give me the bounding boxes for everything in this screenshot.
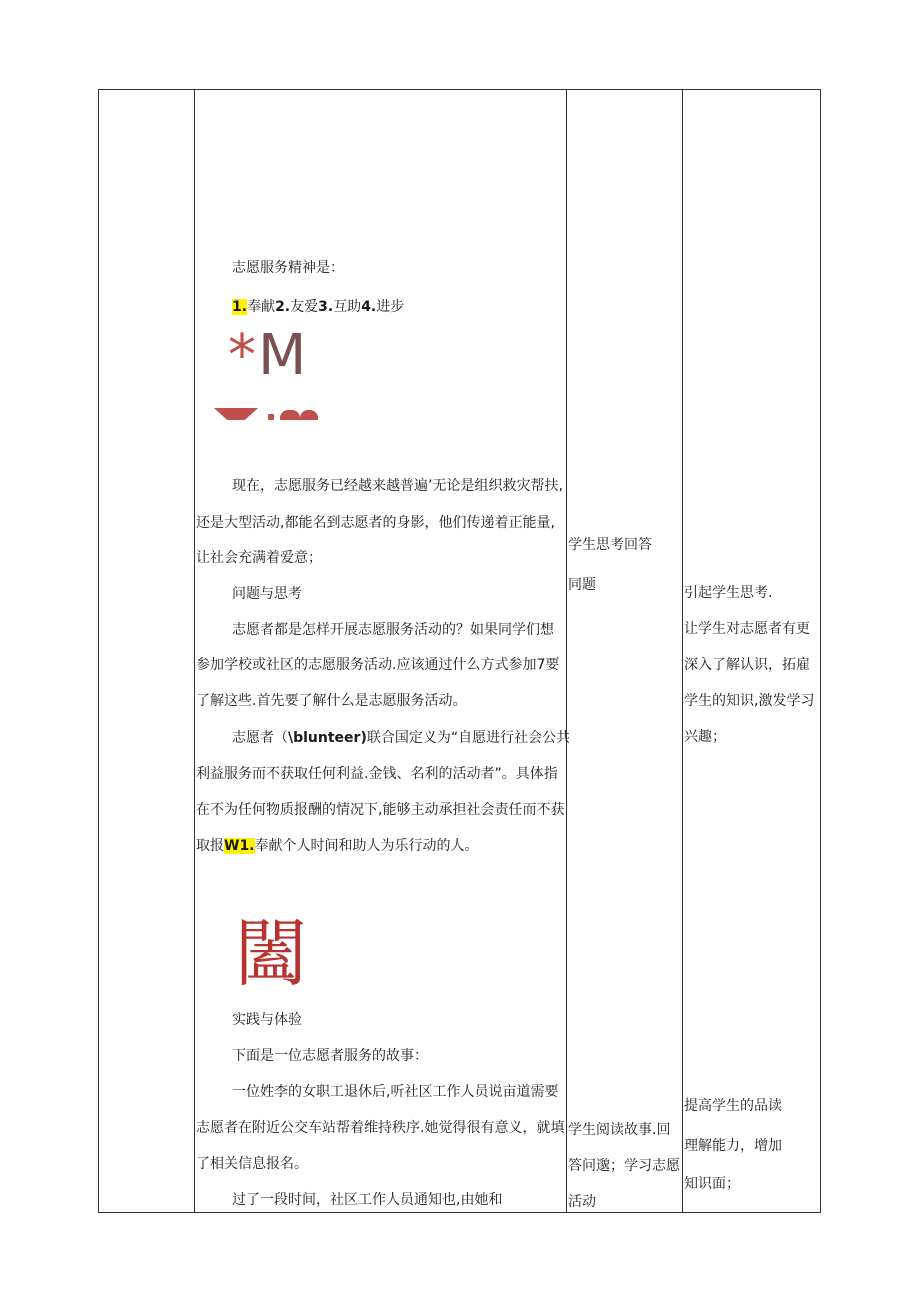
paragraph-1-line-1: 现在，志愿服务已经越来越普遍’无论是组织救灾帮扶, xyxy=(232,478,563,494)
definition-text: 志愿者（ xyxy=(232,730,288,746)
student-activity-2-line-3: 活动 xyxy=(568,1194,596,1210)
column-divider-2 xyxy=(566,89,567,1213)
definition-text: 联合国定义为“自愿进行社会公共 xyxy=(366,730,571,746)
design-intent-1-line-2: 让学生对志愿者有更 xyxy=(684,621,810,637)
paragraph-2-line-2: 参加学校或社区的志愿服务活动.应该通过什么方式参加7要 xyxy=(196,657,560,673)
paragraph-5-line-2: 志愿者在附近公交车站帮着维持秩序.她觉得很有意义，就填 xyxy=(196,1120,565,1136)
student-activity-2-line-1: 学生阅读故事.回 xyxy=(568,1122,671,1138)
design-intent-1-line-1: 引起学生思考. xyxy=(684,585,773,601)
spirit-item-number: 4. xyxy=(361,299,377,315)
spirit-item-text: 奉献 xyxy=(247,299,276,315)
image-fragment-logo-text xyxy=(228,323,309,388)
volunteer-term: \blunteer) xyxy=(288,730,367,746)
table-left-border xyxy=(98,89,99,1213)
image-fragment-cropped xyxy=(212,404,322,420)
design-intent-1-line-4: 学生的知识,激发学习 xyxy=(684,693,815,709)
student-activity-2-line-2: 答问邈；学习志愿 xyxy=(568,1158,680,1174)
design-intent-2-line-2: 理解能力，增加 xyxy=(684,1138,782,1154)
paragraph-3-line-1 xyxy=(232,729,570,747)
spirit-item-number: 1. xyxy=(232,299,248,315)
paragraph-6: 过了一段时间，社区工作人员通知也,由她和 xyxy=(232,1192,503,1208)
spirit-heading: 志愿服务精神是： xyxy=(232,260,344,276)
paragraph-3-line-3: 在不为任何物质报酬的情况下,能够主动承担社会责任而不获 xyxy=(196,802,565,818)
asterisk-glyph: * xyxy=(228,323,258,388)
practice-heading: 实践与体验 xyxy=(232,1012,302,1028)
spirit-item-number: 3. xyxy=(318,299,334,315)
spirit-item-text: 友爱 xyxy=(290,299,319,315)
design-intent-1-line-3: 深入了解认识，拓雇 xyxy=(684,657,810,673)
student-activity-1-line-2: 同题 xyxy=(568,577,596,593)
definition-text: 奉献个人时间和助人为乐行动的人。 xyxy=(254,838,479,854)
image-fragment-character: 闔 xyxy=(234,911,308,997)
column-divider-3 xyxy=(682,89,683,1213)
table-top-border xyxy=(98,89,821,90)
student-activity-1-line-1: 学生思考回答 xyxy=(568,537,652,553)
paragraph-5-line-3: 了相关信息报名。 xyxy=(196,1156,308,1172)
question-heading: 问题与思考 xyxy=(232,586,302,602)
paragraph-4: 下面是一位志愿者服务的故事： xyxy=(232,1048,428,1064)
design-intent-1-line-5: 兴趣； xyxy=(684,729,726,745)
highlighted-text: W1. xyxy=(224,838,255,854)
definition-text: 取报 xyxy=(196,838,224,854)
table-right-border xyxy=(820,89,821,1213)
paragraph-3-line-4 xyxy=(196,837,479,855)
paragraph-2-line-1: 志愿者都是怎样开展志愿服务活动的？如果同学们想 xyxy=(232,622,554,638)
paragraph-5-line-1: 一位姓李的女职工退休后,听社区工作人员说亩道需要 xyxy=(232,1084,559,1100)
design-intent-2-line-3: 知识面； xyxy=(684,1176,740,1192)
design-intent-2-line-1: 提高学生的品读 xyxy=(684,1098,782,1114)
paragraph-1-line-3: 让社会充满着爱意； xyxy=(196,550,322,566)
table-bottom-border xyxy=(98,1212,821,1213)
spirit-items xyxy=(232,298,404,316)
m-glyph: M xyxy=(258,323,309,388)
paragraph-2-line-3: 了解这些.首先要了解什么是志愿服务活动。 xyxy=(196,693,467,709)
spirit-item-number: 2. xyxy=(275,299,291,315)
column-divider-1 xyxy=(194,89,195,1213)
paragraph-1-line-2: 还是大型活动,都能名到志愿者的身影，他们传递着正能量, xyxy=(196,515,555,531)
spirit-item-text: 进步 xyxy=(376,299,405,315)
spirit-item-text: 互助 xyxy=(333,299,362,315)
paragraph-3-line-2: 利益服务而不获取任何利益.金钱、名利的活动者”。具体指 xyxy=(196,766,558,782)
